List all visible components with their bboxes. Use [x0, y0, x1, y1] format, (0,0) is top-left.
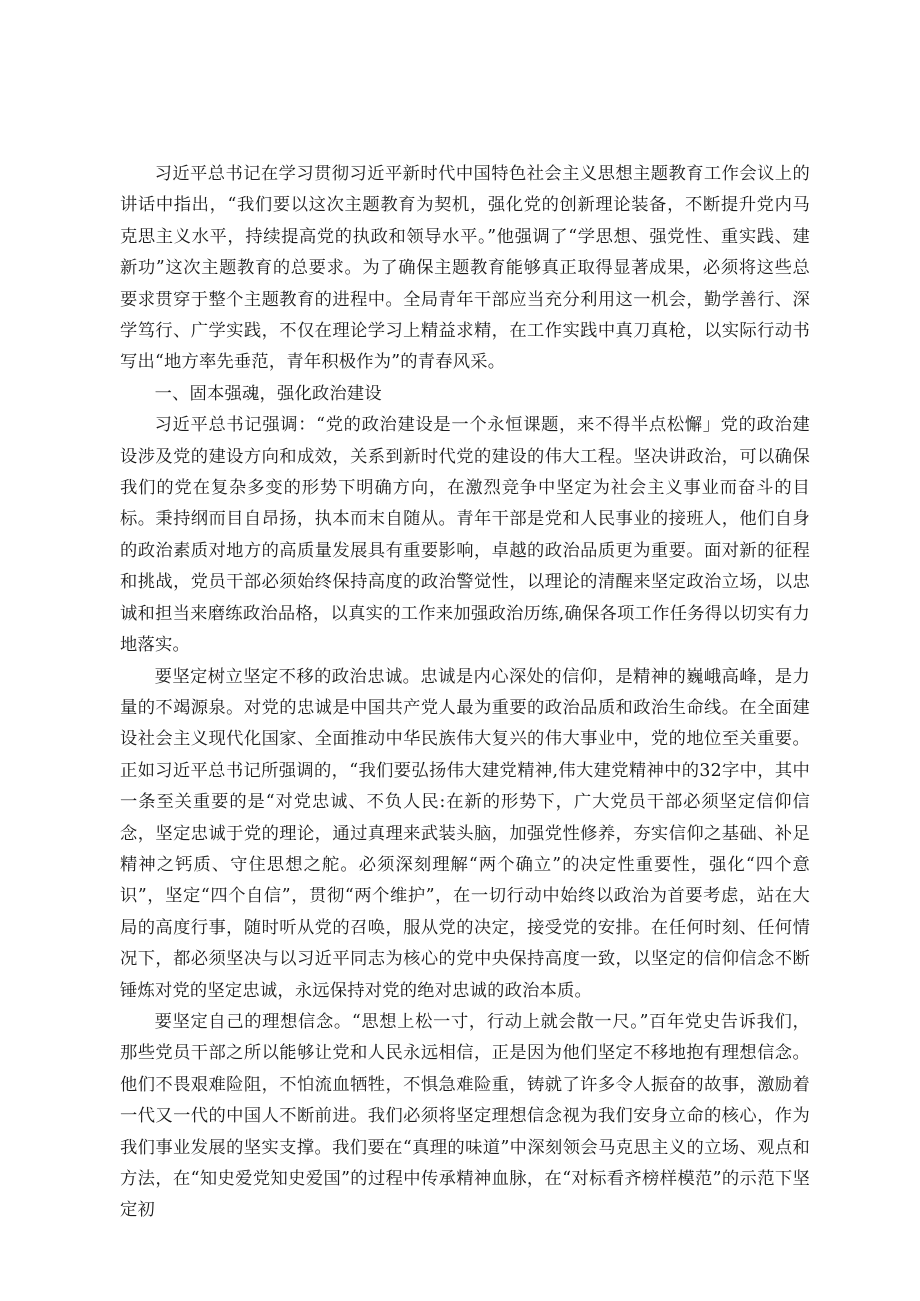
document-body	[120, 159, 810, 1227]
intro-paragraph: 习近平总书记在学习贯彻习近平新时代中国特色社会主义思想主题教育工作会议上的讲话中指出，“我们要以这次主题教育为契机，强化党的创新理论装备，不断提升党内马克思主义水平，持续提高党的执政和领导水平。”他强调了“学思想、强党性、重实践、建新功”这次主题教育的总要求。为了确保主题教育能够真正取得显著成果，必须将这些总要求贯穿于整个主题教育的进程中。全局青年干部应当充分利用这一机会，勤学善行、深学笃行、广学实践，不仅在理论学习上精益求精，在工作实践中真刀真枪，以实际行动书写出“地方率先垂范，青年积极作为”的青春风采。	[120, 164, 810, 373]
body-paragraph: 要坚定树立坚定不移的政治忠诚。忠诚是内心深处的信仰，是精神的巍峨高峰，是力量的不竭源泉。对党的忠诚是中国共产党人最为重要的政治品质和政治生命线。在全面建设社会主义现代化国家、全面推动中华民族伟大复兴的伟大事业中，党的地位至关重要。正如习近平总书记所强调的，“我们要弘扬伟大建党精神,伟大建党精神中的32字中，其中一条至关重要的是“对党忠诚、不负人民:在新的形势下，广大党员干部必须坚定信仰信念，坚定忠诚于党的理论，通过真理来武装头脑，加强党性修养，夯实信仰之基础、补足精神之钙质、守住思想之舵。必须深刻理解“两个确立”的决定性重要性，强化“四个意识”，坚定“四个自信”，贯彻“两个维护”，在一切行动中始终以政治为首要考虑，站在大局的高度行事，随时听从党的召唤，服从党的决定，接受党的安排。在任何时刻、任何情况下，都必须坚决与以习近平同志为核心的党中央保持高度一致，以坚定的信仰信念不断锤炼对党的坚定忠诚，永远保持对党的绝对忠诚的政治本质。	[120, 666, 810, 1001]
body-paragraph: 要坚定自己的理想信念。“思想上松一寸，行动上就会散一尺。”百年党史告诉我们，那些党员干部之所以能够让党和人民永远相信，正是因为他们坚定不移地抱有理想信念。他们不畏艰难险阻，不怕流血牺牲，不惧急难险重，铸就了许多令人振奋的故事，激励着一代又一代的中国人不断前进。我们必须将坚定理想信念视为我们安身立命的核心，作为我们事业发展的坚实支撑。我们要在“真理的味道”中深刻领会马克思主义的立场、观点和方法，在“知史爱党知史爱国”的过程中传承精神血脉，在“对标看齐榜样模范”的示范下坚定初	[120, 1011, 810, 1221]
body-paragraph: 习近平总书记强调：“党的政治建设是一个永恒课题，来不得半点松懈」党的政治建设涉及党的建设方向和成效，关系到新时代党的建设的伟大工程。坚决讲政治，可以确保我们的党在复杂多变的形势下明确方向，在激烈竞争中坚定为社会主义事业而奋斗的目标。秉持纲而目自昂扬，执本而末自随从。青年干部是党和人民事业的接班人，他们自身的政治素质对地方的高质量发展具有重要影响，卓越的政治品质更为重要。面对新的征程和挑战，党员干部必须始终保持高度的政治警觉性，以理论的清醒来坚定政治立场，以忠诚和担当来磨练政治品格，以真实的工作来加强政治历练,确保各项工作任务得以切实有力地落实。	[120, 415, 810, 656]
section-heading: 一、固本强魂，强化政治建设	[154, 383, 382, 404]
